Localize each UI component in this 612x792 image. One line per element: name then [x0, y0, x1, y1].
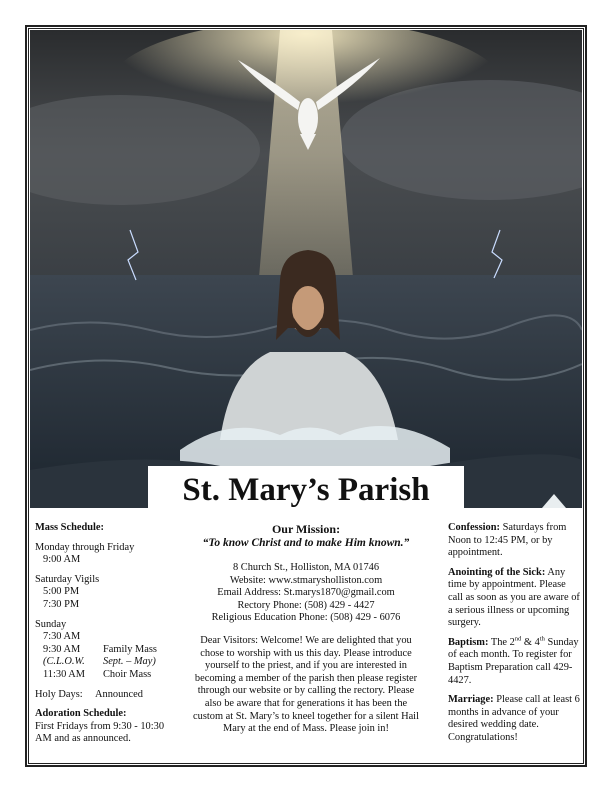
anointing-block	[448, 567, 580, 630]
saturday-label: Saturday Vigils	[35, 573, 100, 585]
confession-text: Saturdays from Noon to 12:45 PM, or by appointment.	[448, 522, 567, 559]
hero-image	[30, 30, 582, 508]
mission-heading: Our Mission:	[271, 522, 341, 536]
sunday-label: Sunday	[35, 618, 67, 630]
confession-label: Confession:	[448, 522, 500, 533]
holy-days-value: Announced	[95, 688, 143, 700]
title-banner	[148, 466, 464, 514]
page-title: St. Mary’s Parish	[182, 471, 430, 508]
adoration-heading: Adoration Schedule:	[35, 708, 127, 720]
mission-quote: “To know Christ and to make Him known.”	[202, 537, 410, 549]
sunday-family-mass	[35, 644, 175, 657]
sunday-time: 11:30 AM	[43, 668, 86, 680]
religious-ed-phone: Religious Education Phone: (508) 429 - 6076	[211, 612, 401, 624]
weekday-label: Monday through Friday	[35, 541, 135, 553]
marriage-text: Please call at least 6 months in advance of your desired wedding date. Congratulations!	[448, 694, 580, 743]
anointing-text: Any time by appointment. Please call as soon as you are aware of a serious illness or upcoming surgery.	[448, 566, 580, 629]
holy-days-row	[35, 689, 175, 702]
baptism-label: Baptism:	[448, 636, 489, 648]
rectory-phone: Rectory Phone: (508) 429 - 4427	[237, 599, 375, 611]
marriage-block	[448, 694, 580, 744]
baptism-text: Sunday of each month. To register for Baptism Preparation call 429-4427.	[448, 636, 579, 686]
baptism-text: The 2	[490, 636, 515, 648]
mass-name: Choir Mass	[103, 668, 152, 680]
marriage-label: Marriage:	[448, 694, 494, 706]
visitors-message: Dear Visitors: Welcome! We are delighted that you chose to worship with us this day. Please introduce yourself to the priest, and if you are interested in becoming a member of the parish then please register through our website or by calling the rectory. Please also be aware that for generations it has been the custom at St. Mary’s to kneel together for a silent Hail Mary at the end of Mass. Please join in!	[193, 634, 419, 735]
holy-days-label: Holy Days:	[35, 688, 83, 700]
ordinal-suffix: th	[539, 635, 545, 643]
anointing-label: Anointing of the Sick:	[448, 566, 546, 578]
adoration-text: First Fridays from 9:30 - 10:30 AM and as announced.	[35, 720, 165, 745]
baptism-block	[448, 637, 580, 687]
clow-note	[35, 656, 175, 669]
weekday-time: 9:00 AM	[43, 554, 81, 566]
mass-name: Family Mass	[103, 643, 157, 655]
confession-block	[448, 522, 580, 560]
sunday-time: 7:30 AM	[43, 631, 81, 643]
sunday-choir-mass	[35, 669, 175, 682]
website: Website: www.stmarysholliston.com	[229, 574, 383, 586]
mission-column	[182, 522, 430, 736]
saturday-time: 7:30 PM	[43, 598, 80, 610]
baptism-text: & 4	[521, 636, 540, 648]
ordinal-suffix: nd	[514, 635, 522, 643]
saturday-time: 5:00 PM	[43, 586, 80, 598]
mass-schedule-column	[35, 522, 175, 746]
clow-dates: Sept. – May)	[103, 656, 156, 668]
email: Email Address: St.marys1870@gmail.com	[217, 587, 395, 599]
sunday-time: 9:30 AM	[43, 643, 81, 655]
mass-schedule-heading: Mass Schedule:	[35, 522, 104, 533]
address: 8 Church St., Holliston, MA 01746	[232, 562, 380, 573]
clow-label: (C.L.O.W.	[43, 656, 85, 668]
sacraments-column	[448, 522, 580, 745]
